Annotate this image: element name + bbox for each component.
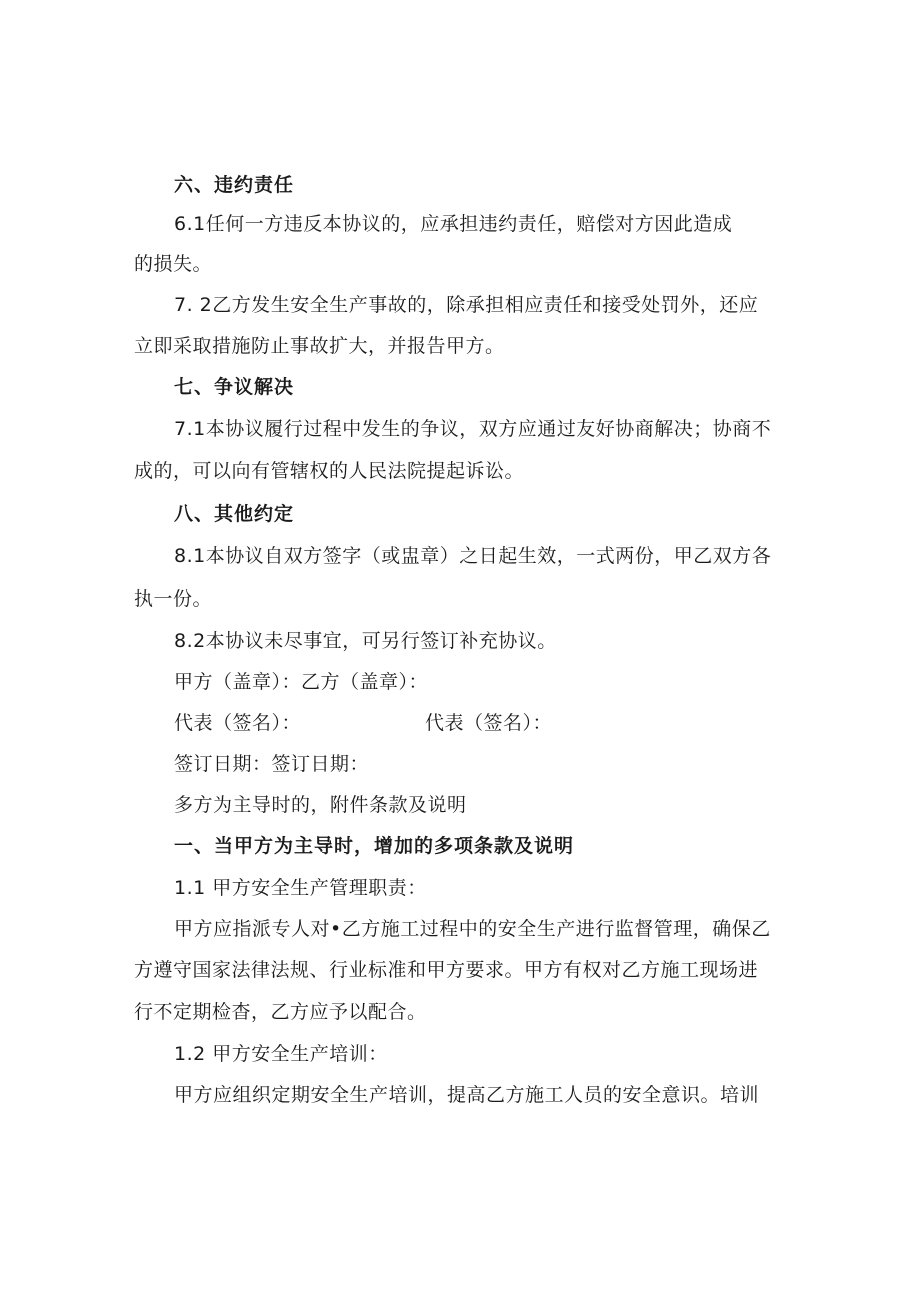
- representative-right: 代表（签名）：: [425, 712, 553, 734]
- clause-6-1-line-2: 的损失。: [134, 253, 213, 275]
- clause-6-2-line-2: 立即采取措施防止事故扩大，并报告甲方。: [134, 335, 505, 357]
- section-7-heading: 七、争议解决: [174, 376, 295, 398]
- seal-line: 甲方（盖章）：乙方（盖章）：: [174, 671, 429, 693]
- section-6-heading: 六、违约责任: [174, 174, 295, 196]
- clause-8-1-line-1: 8.1本协议自双方签字（或盅章）之日起生效，一式两份，甲乙双方各: [174, 545, 772, 567]
- item-1-2-title: 1.2 甲方安全生产培训：: [174, 1043, 388, 1065]
- item-1-2-line-1: 甲方应组织定期安全生产培训，提高乙方施工人员的安全意识。培训: [174, 1084, 760, 1106]
- section-8-heading: 八、其他约定: [174, 503, 295, 525]
- item-1-1-line-3: 行不定期检杳，乙方应予以配合。: [134, 1001, 427, 1023]
- appendix-heading-1: 一、当甲方为主导时，增加的多项条款及说明: [174, 835, 575, 857]
- clause-8-2: 8.2本协议未尽事宜，可另行签订补充协议。: [174, 630, 557, 652]
- clause-7-1-line-2: 成的，可以向有管辖权的人民法院提起诉讼。: [134, 460, 525, 482]
- clause-8-1-line-2: 执一份。: [134, 588, 213, 610]
- item-1-1-line-1: 甲方应指派专人对•乙方施工过程中的安全生产进行监督管理，确保乙: [174, 918, 771, 940]
- clause-6-1-line-1: 6.1任何一方违反本协议的，应承担违约责任，赔偿对方因此造成: [174, 213, 733, 235]
- clause-7-1-line-1: 7.1本协议履行过程中发生的争议，双方应通过友好协商解决；协商不: [174, 418, 772, 440]
- sign-date-line: 签订日期：签订日期：: [174, 753, 370, 775]
- representative-left: 代表（签名）：: [174, 712, 302, 734]
- appendix-title: 多方为主导时的，附件条款及说明: [174, 794, 467, 816]
- item-1-1-line-2: 方遵守国家法律法规、行业标准和甲方要求。甲方有权对乙方施工现场进: [134, 959, 759, 981]
- clause-6-2-line-1: 7. 2乙方发生安全生产事故的，除承担相应责任和接受处罚外，还应: [174, 294, 759, 316]
- item-1-1-title: 1.1 甲方安全生产管理职责：: [174, 877, 427, 899]
